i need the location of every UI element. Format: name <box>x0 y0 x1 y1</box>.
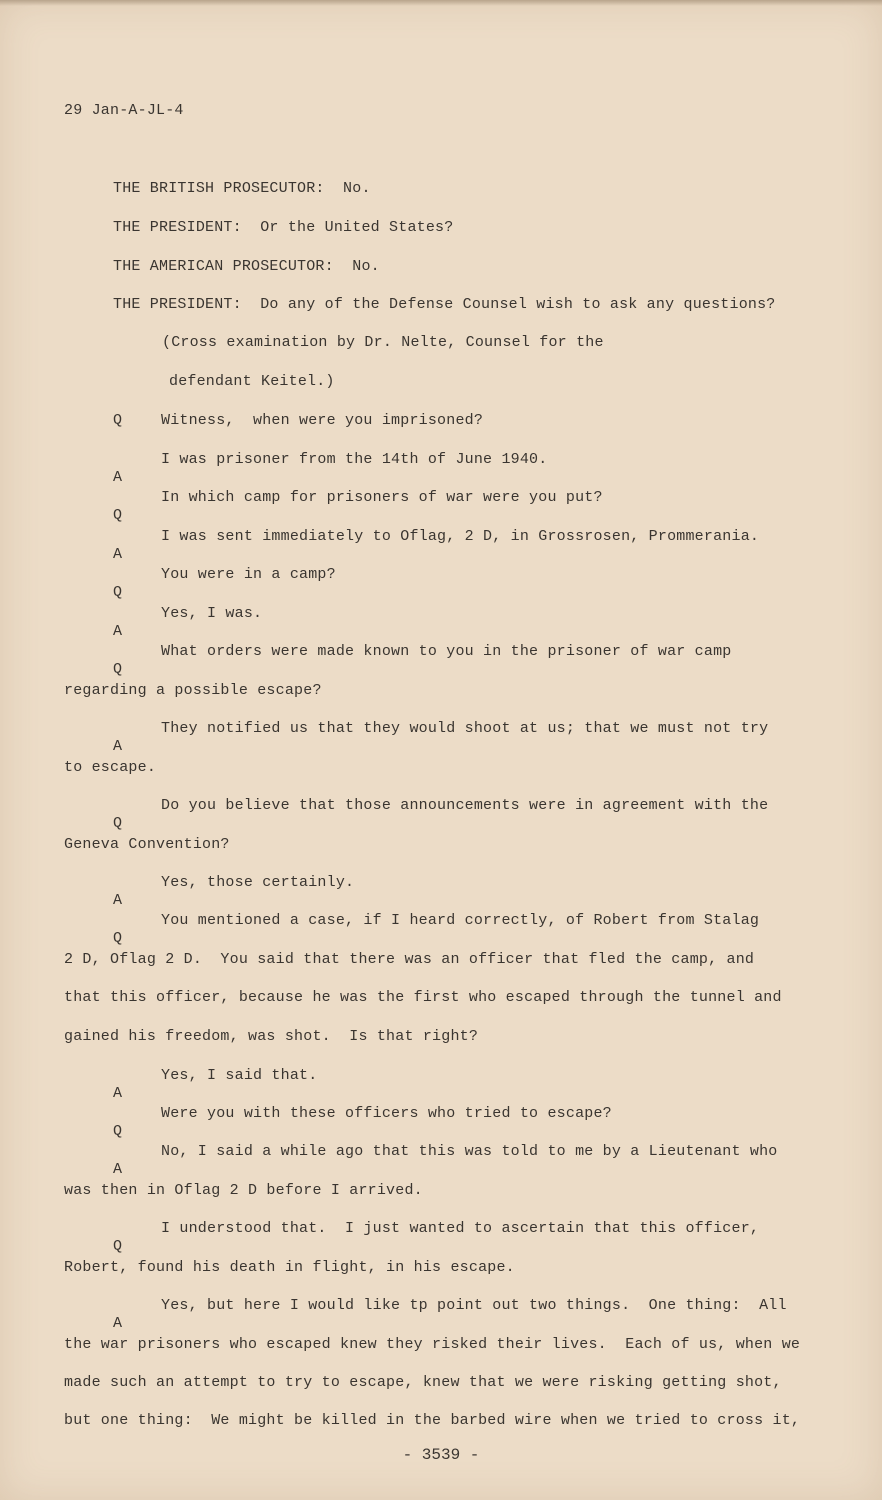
answer-text: to escape. <box>64 759 157 776</box>
qa-row <box>0 643 123 697</box>
transcript-line: THE PRESIDENT: Do any of the Defense Counsel wish to ask any questions? <box>113 296 776 313</box>
question-text: 2 D, Oflag 2 D. You said that there was an officer that fled the camp, and <box>64 951 755 968</box>
question-text: I understood that. I just wanted to ascertain that this officer, <box>161 1220 760 1237</box>
question-text: Were you with these officers who tried to escape? <box>161 1105 612 1122</box>
answer-text: made such an attempt to try to escape, knew that we were risking getting shot, <box>64 1374 782 1391</box>
document-reference: 29 Jan-A-JL-4 <box>64 102 184 119</box>
qa-row <box>0 912 123 966</box>
answer-text: They notified us that they would shoot at us; that we must not try <box>161 720 769 737</box>
qa-row <box>0 1297 123 1351</box>
question-label: Q <box>113 930 123 947</box>
answer-text: Yes, but here I would like tp point out two things. One thing: All <box>161 1297 787 1314</box>
answer-text: No, I said a while ago that this was told to me by a Lieutenant who <box>161 1143 778 1160</box>
answer-text: but one thing: We might be killed in the barbed wire when we tried to cross it, <box>64 1412 801 1429</box>
answer-label: A <box>113 546 123 563</box>
transcript-line: THE BRITISH PROSECUTOR: No. <box>113 180 371 197</box>
question-text: What orders were made known to you in the prisoner of war camp <box>161 643 732 660</box>
question-text: Witness, when were you imprisoned? <box>161 412 484 429</box>
answer-text: Yes, I was. <box>161 605 263 622</box>
question-label: Q <box>113 584 123 601</box>
question-text: that this officer, because he was the first who escaped through the tunnel and <box>64 989 782 1006</box>
question-text: Geneva Convention? <box>64 836 230 853</box>
question-label: Q <box>113 661 123 678</box>
qa-row <box>0 1143 123 1197</box>
answer-label: A <box>113 469 123 486</box>
question-label: Q <box>113 412 123 429</box>
transcript-line: THE AMERICAN PROSECUTOR: No. <box>113 258 380 275</box>
answer-text: Yes, I said that. <box>161 1067 318 1084</box>
question-label: Q <box>113 1238 123 1255</box>
page-top-edge <box>0 0 882 6</box>
question-label: Q <box>113 507 123 524</box>
transcript-line: defendant Keitel.) <box>169 373 335 390</box>
answer-text: I was sent immediately to Oflag, 2 D, in Grossrosen, Prommerania. <box>161 528 760 545</box>
question-text: Robert, found his death in flight, in his escape. <box>64 1259 515 1276</box>
question-text: gained his freedom, was shot. Is that right? <box>64 1028 479 1045</box>
question-text: You mentioned a case, if I heard correctly, of Robert from Stalag <box>161 912 760 929</box>
question-label: Q <box>113 1123 123 1140</box>
answer-text: was then in Oflag 2 D before I arrived. <box>64 1182 423 1199</box>
answer-label: A <box>113 738 123 755</box>
question-text: You were in a camp? <box>161 566 336 583</box>
question-label: Q <box>113 815 123 832</box>
answer-label: A <box>113 1085 123 1102</box>
answer-text: I was prisoner from the 14th of June 1940. <box>161 451 548 468</box>
answer-text: the war prisoners who escaped knew they risked their lives. Each of us, when we <box>64 1336 801 1353</box>
answer-label: A <box>113 623 123 640</box>
question-text: regarding a possible escape? <box>64 682 322 699</box>
transcript-line: THE PRESIDENT: Or the United States? <box>113 219 454 236</box>
question-text: In which camp for prisoners of war were you put? <box>161 489 603 506</box>
qa-row <box>0 797 123 851</box>
answer-label: A <box>113 892 123 909</box>
transcript-line: (Cross examination by Dr. Nelte, Counsel for the <box>162 334 604 351</box>
question-text: Do you believe that those announcements were in agreement with the <box>161 797 769 814</box>
answer-label: A <box>113 1315 123 1332</box>
answer-label: A <box>113 1161 123 1178</box>
page-number: - 3539 - <box>402 1446 480 1464</box>
qa-row <box>0 1220 123 1274</box>
answer-text: Yes, those certainly. <box>161 874 355 891</box>
